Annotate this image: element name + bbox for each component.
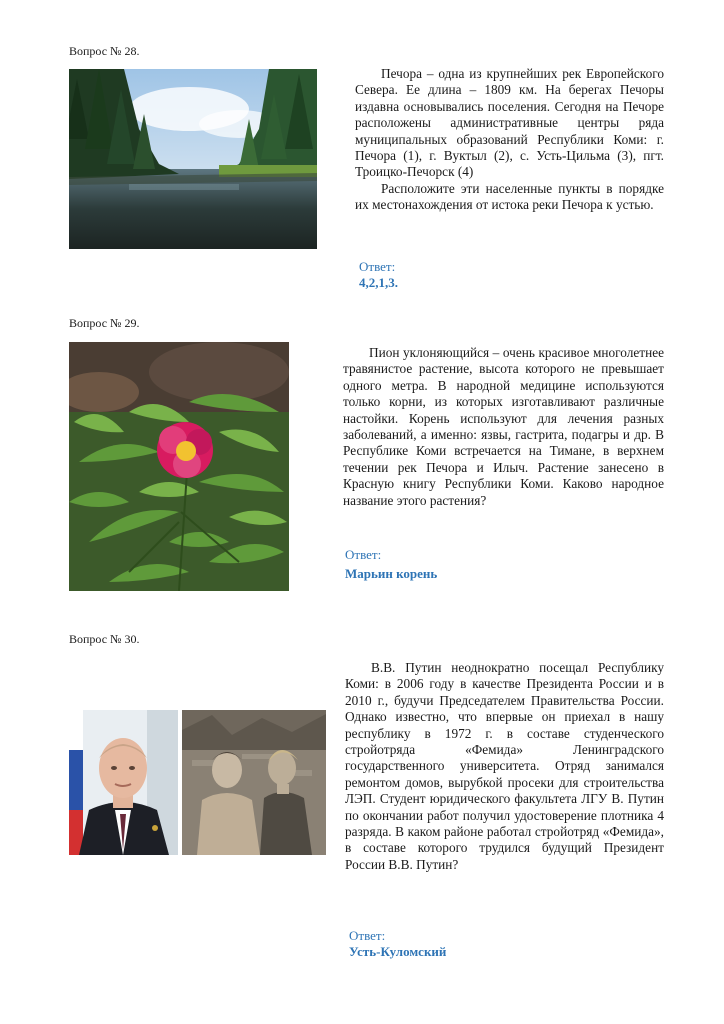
question-28-text [355, 66, 664, 214]
peony-photo [69, 342, 289, 591]
answer-29-value: Марьин корень [345, 566, 438, 581]
river-photo [69, 69, 317, 249]
question-29-paragraph-1: Пион уклоняющийся – очень красивое многолетнее травянистое растение, высота которого не превышает одного метра. В народной медицине используются только корни, из которых изготавливают различные настойки. Корень используют для лечения разных заболеваний, а именно: язвы, гастрита, подагры и др. В Республике Коми встречается на Тимане, в верхнем течении рек Печора и Илыч. Растение занесено в Красную книгу Республики Коми. Каково народное название этого растения? [343, 345, 664, 508]
answer-29-label: Ответ: [345, 547, 382, 562]
question-30-paragraph-1: В.В. Путин неоднократно посещал Республику Коми: в 2006 году в качестве Президента России и в 2010 г., будучи Председателем Правительства России. Однако известно, что впервые он приехал в нашу республику в 1972 г. в составе студенческого стройотряда «Фемида» Ленинградского государственного университета. Отряд занимался ремонтом домов, вырубкой просеки для строительства ЛЭП. Студент юридического факультета ЛГУ В. Путин по окончании работ получил удостоверение плотника 4 разряда. В каком районе работал стройотряд «Фемида», в составе которого трудился будущий Президент России В.В. Путин? [345, 660, 664, 872]
question-29-text [343, 345, 664, 509]
answer-30-value: Усть-Куломский [349, 944, 447, 959]
question-28-label: Вопрос № 28. [69, 44, 140, 58]
question-29-label: Вопрос № 29. [69, 316, 140, 330]
question-30-text [345, 660, 664, 873]
answer-28-label: Ответ: [359, 259, 396, 274]
question-30-label: Вопрос № 30. [69, 632, 140, 646]
question-28-paragraph-1: Печора – одна из крупнейших рек Европейского Севера. Ее длина – 1809 км. На берегах Печоры издавна основывались поселения. Сегодня на Печоре расположены административные центры ряда муниципальных образований Республики Коми: г. Печора (1), г. Вуктыл (2), с. Усть-Цильма (3), пгт. Троицко-Печорск (4) [355, 66, 664, 180]
answer-28-value: 4,2,1,3. [359, 275, 398, 290]
student-group-photo [182, 710, 326, 855]
question-28-paragraph-2: Расположите эти населенные пункты в порядке их местонахождения от истока реки Печора к устью. [355, 180, 664, 213]
answer-30-label: Ответ: [349, 928, 386, 943]
putin-portrait-photo [69, 710, 178, 855]
